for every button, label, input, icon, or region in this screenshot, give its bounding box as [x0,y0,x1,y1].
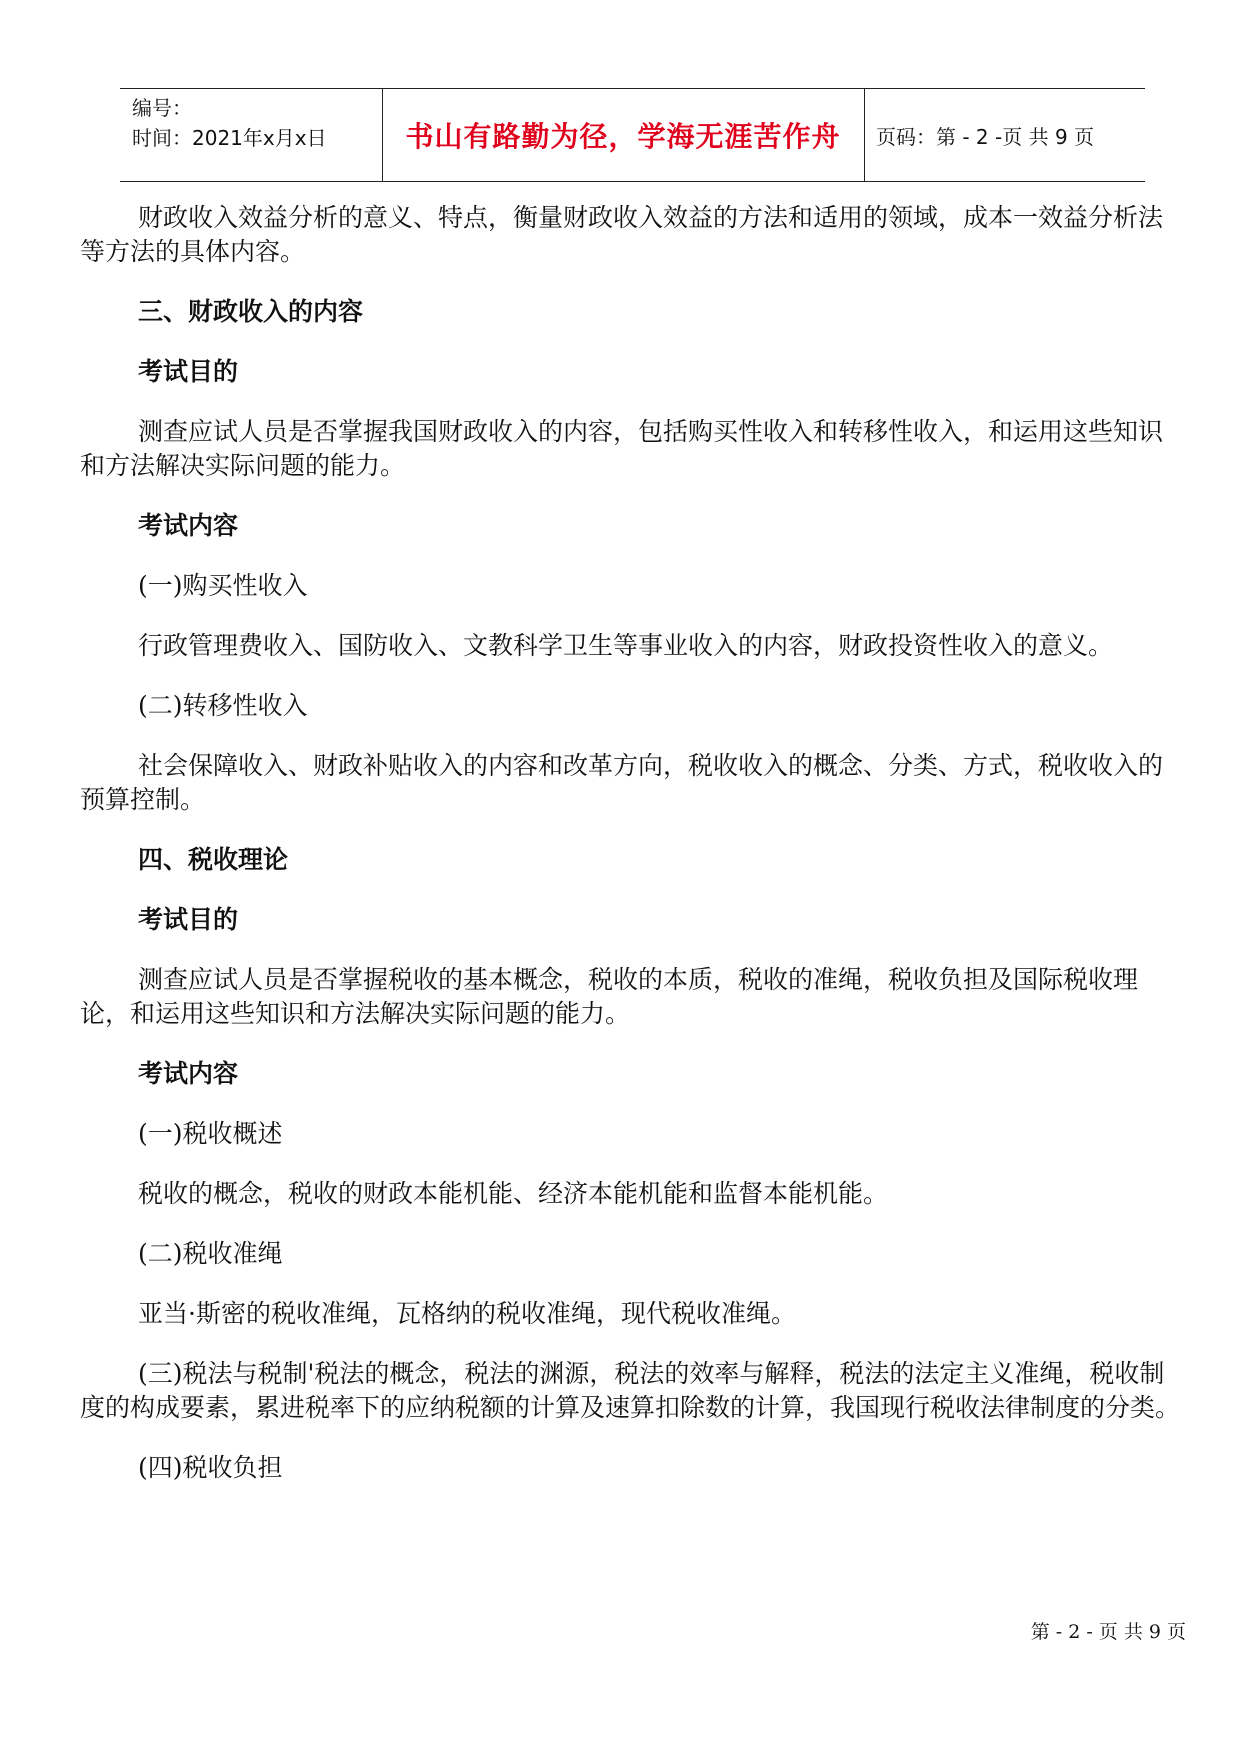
header-motto: 书山有路勤为径，学海无涯苦作舟 [405,120,841,153]
paragraph: 行政管理费收入、国防收入、文教科学卫生等事业收入的内容，财政投资性收入的意义。 [138,631,1114,660]
item-heading: (二)税收准绳 [138,1239,283,1268]
header-divider [864,89,865,181]
paragraph: 税收的概念，税收的财政本能机能、经济本能机能和监督本能机能。 [138,1179,889,1208]
doc-number-label: 编号： [132,96,192,120]
item-heading: (四)税收负担 [138,1453,283,1482]
subsection-heading: 考试目的 [138,357,239,386]
item-heading: (一)购买性收入 [138,571,308,600]
item-heading: (一)税收概述 [138,1119,283,1148]
section-heading: 三、财政收入的内容 [138,297,364,326]
item-heading: (二)转移性收入 [138,691,308,720]
paragraph: 财政收入效益分析的意义、特点，衡量财政收入效益的方法和适用的领域，成本一效益分析法等方法的具体内容。 [80,203,1164,266]
paragraph: 社会保障收入、财政补贴收入的内容和改革方向，税收收入的概念、分类、方式，税收收入的预算控制。 [80,751,1164,814]
document-header [120,88,1145,182]
subsection-heading: 考试内容 [138,1059,239,1088]
subsection-heading: 考试内容 [138,511,239,540]
page-footer: 第 - 2 - 页 共 9 页 [1030,1621,1186,1643]
doc-time-label: 时间：2021年x月x日 [132,126,327,150]
section-heading: 四、税收理论 [138,845,289,874]
header-meta [132,93,327,153]
header-page-code: 页码：第 - 2 -页 共 9 页 [876,124,1095,149]
paragraph: 测查应试人员是否掌握税收的基本概念，税收的本质，税收的准绳，税收负担及国际税收理论，和运用这些知识和方法解决实际问题的能力。 [80,965,1139,1028]
paragraph: 亚当·斯密的税收准绳，瓦格纳的税收准绳，现代税收准绳。 [138,1299,796,1328]
paragraph: (三)税法与税制'税法的概念，税法的渊源，税法的效率与解释，税法的法定主义准绳，税收制度的构成要素，累进税率下的应纳税额的计算及速算扣除数的计算，我国现行税收法律制度的分类。 [80,1359,1181,1422]
paragraph: 测查应试人员是否掌握我国财政收入的内容，包括购买性收入和转移性收入，和运用这些知识和方法解决实际问题的能力。 [80,417,1164,480]
document-body [80,201,1180,1485]
subsection-heading: 考试目的 [138,905,239,934]
